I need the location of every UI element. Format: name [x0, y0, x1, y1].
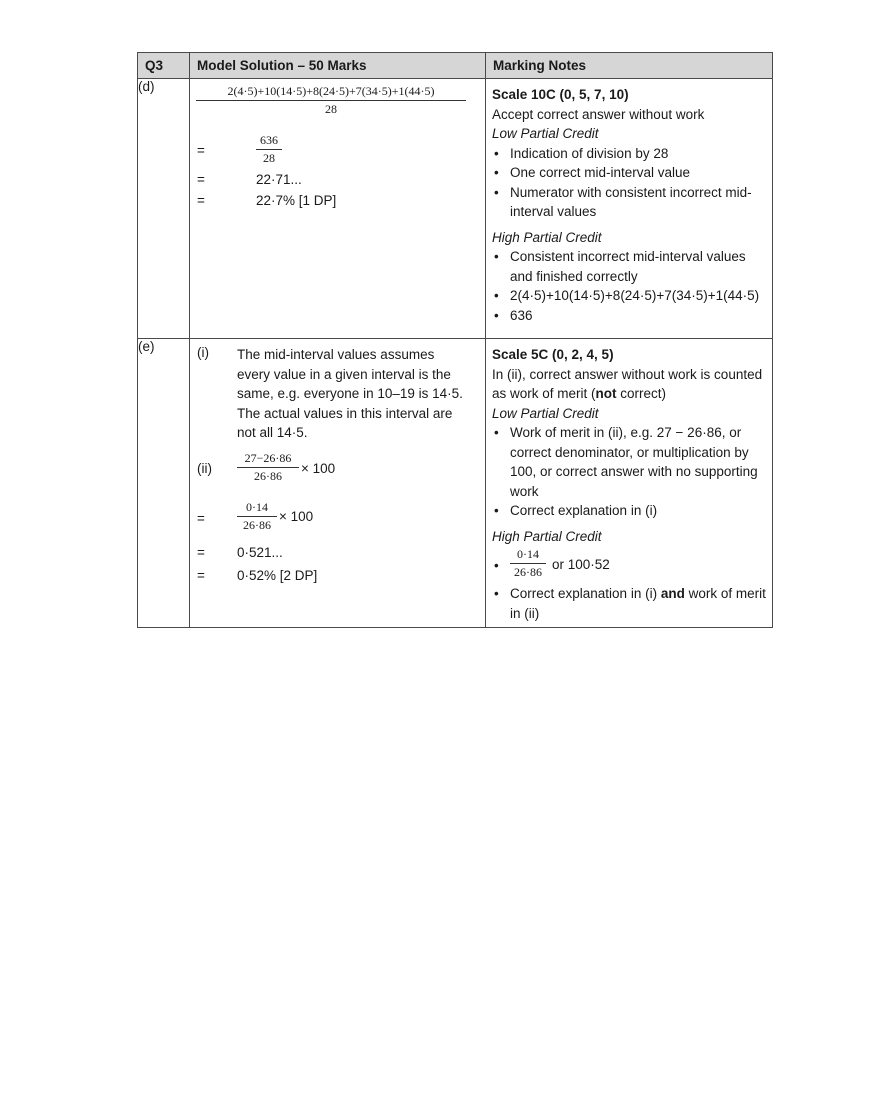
- part-d-step1-num: 636: [256, 132, 282, 150]
- part-e-f1-num: 27−26·86: [237, 450, 299, 468]
- list-item: [492, 163, 766, 183]
- part-d-low-item: Indication of division by 28: [510, 145, 669, 161]
- bullet: •: [494, 503, 499, 518]
- bullet: •: [494, 288, 499, 303]
- header-question: Q3: [138, 53, 190, 79]
- part-e-low-list: [492, 423, 766, 521]
- part-d-step1-fraction: [256, 132, 282, 167]
- part-d-denominator: 28: [325, 102, 337, 116]
- part-d-solution: [190, 79, 486, 339]
- explanation-line: The actual values in this interval are: [237, 405, 453, 421]
- part-e-low-title: Low Partial Credit: [492, 405, 599, 421]
- bullet: •: [494, 307, 499, 323]
- list-item: [492, 546, 766, 584]
- part-d-high-item: 2(4·5)+10(14·5)+8(24·5)+7(34·5)+1(44·5): [510, 288, 760, 303]
- part-e-low-item: Correct explanation in (i): [510, 503, 658, 518]
- part-e-f2-den: 26·86: [243, 518, 271, 532]
- part-e-intro-bold: not: [595, 386, 617, 401]
- part-d-main-fraction: [196, 83, 466, 118]
- part-e-high-item-text-end: work of merit in (ii): [510, 586, 766, 621]
- bullet: •: [494, 184, 499, 200]
- part-d-low-list: [492, 144, 766, 222]
- part-e-step4: 0·52% [2 DP]: [237, 568, 318, 583]
- table-row-part-d: [138, 79, 773, 339]
- list-item: [492, 144, 766, 164]
- part-e-high-fraction: [510, 546, 546, 581]
- part-e-explanation: [237, 345, 463, 443]
- header-model-solution: Model Solution – 50 Marks: [190, 53, 486, 79]
- part-e-high-item-text: Correct explanation in (i): [510, 586, 661, 601]
- table-header-row: [138, 53, 773, 79]
- part-d-low-title: Low Partial Credit: [492, 126, 599, 141]
- part-d-notes: [486, 79, 773, 339]
- part-e-label: (e): [138, 339, 190, 628]
- part-e-intro-text-end: correct): [616, 386, 667, 401]
- bullet: •: [494, 558, 499, 573]
- part-e-equals-1: =: [197, 511, 205, 526]
- list-item: [492, 423, 766, 501]
- list-item: [492, 286, 766, 306]
- part-e-equals-3: =: [197, 568, 205, 583]
- part-e-solution: [190, 339, 486, 628]
- explanation-line: The mid-interval values assumes: [237, 347, 435, 362]
- part-e-f1-den: 26·86: [254, 469, 282, 483]
- part-e-high-title: High Partial Credit: [492, 528, 602, 544]
- part-d-high-title: High Partial Credit: [492, 229, 602, 245]
- bullet: •: [494, 586, 499, 601]
- part-d-low-item: Numerator with consistent incorrect mid-interval values: [510, 184, 752, 219]
- explanation-line: every value in a given interval is the: [237, 366, 451, 382]
- part-e-fraction-2: [237, 499, 277, 534]
- part-d-high-list: [492, 247, 766, 325]
- part-d-high-item: Consistent incorrect mid-interval values and finished correctly: [510, 249, 746, 284]
- part-e-intro: [492, 365, 766, 404]
- part-e-step3: 0·521...: [237, 545, 283, 560]
- part-e-equals-2: =: [197, 545, 205, 560]
- part-e-times-100-1: × 100: [301, 461, 336, 476]
- table-row-part-e: [138, 339, 773, 628]
- part-d-label: (d): [138, 79, 190, 339]
- explanation-line: same, e.g. everyone in 10–19 is 14·5.: [237, 386, 463, 401]
- part-e-high-item-bold: and: [660, 586, 685, 601]
- part-d-scale: Scale 10C (0, 5, 7, 10): [492, 87, 629, 102]
- part-d-step1-den: 28: [263, 151, 275, 165]
- part-d-accept: Accept correct answer without work: [492, 106, 705, 122]
- part-e-sub-i: (i): [197, 345, 209, 360]
- header-marking-notes: Marking Notes: [486, 53, 773, 79]
- bullet: •: [494, 425, 499, 440]
- part-d-high-item: 636: [510, 307, 533, 323]
- list-item: [492, 584, 766, 623]
- part-e-high-frac-den: 26·86: [514, 565, 542, 579]
- part-d-step3: 22·7% [1 DP]: [256, 193, 337, 208]
- part-e-fraction-1: [237, 450, 299, 485]
- part-d-low-item: One correct mid-interval value: [510, 165, 691, 180]
- list-item: [492, 501, 766, 521]
- part-d-numerator: 2(4·5)+10(14·5)+8(24·5)+7(34·5)+1(44·5): [196, 83, 466, 101]
- explanation-line: not all 14·5.: [237, 425, 308, 440]
- bullet: •: [494, 145, 499, 161]
- part-e-low-item: Work of merit in (ii), e.g. 27 − 26·86, or correct denominator, or multiplication by 100, or correct answer with no supporting work: [510, 425, 758, 499]
- part-e-sub-ii: (ii): [197, 461, 212, 476]
- part-e-scale: Scale 5C (0, 2, 4, 5): [492, 347, 614, 362]
- part-d-equals-2: =: [197, 172, 205, 187]
- part-e-notes: [486, 339, 773, 628]
- list-item: [492, 306, 766, 326]
- part-d-equals-3: =: [197, 193, 205, 208]
- part-e-high-or: or 100·52: [552, 557, 610, 572]
- list-item: [492, 183, 766, 222]
- part-e-high-list: [492, 546, 766, 623]
- part-d-equals-1: =: [197, 143, 205, 158]
- part-e-times-100-2: × 100: [279, 509, 314, 524]
- list-item: [492, 247, 766, 286]
- part-d-step2: 22·71...: [256, 172, 302, 187]
- part-e-high-frac-num: 0·14: [510, 546, 546, 564]
- bullet: •: [494, 249, 499, 264]
- bullet: •: [494, 165, 499, 180]
- part-e-f2-num: 0·14: [237, 499, 277, 517]
- marking-scheme-table: [137, 52, 773, 628]
- part-e-intro-text: In (ii), correct answer without work is counted as work of merit (: [492, 366, 763, 401]
